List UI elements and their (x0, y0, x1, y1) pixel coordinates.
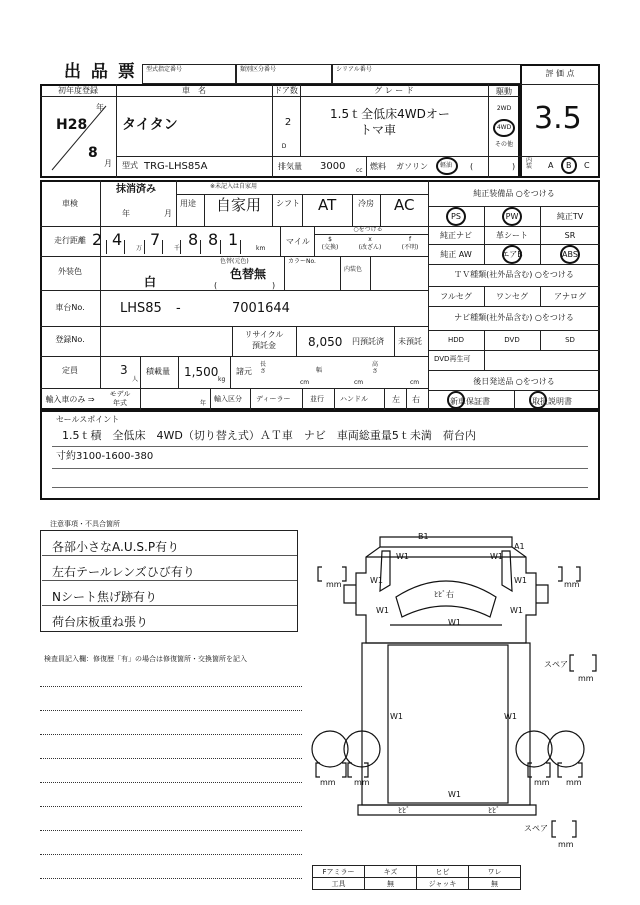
car-name-value: タイタン (122, 117, 178, 133)
notes-title: 注意事項・不具合箇所 (50, 520, 120, 528)
inspector-line (40, 710, 302, 711)
diagram-hibi-right: ﾋﾋﾞ右 (434, 590, 454, 599)
inspector-line (40, 782, 302, 783)
drive-other: その他 (494, 141, 514, 148)
interior-b-circle (561, 157, 577, 174)
equip-airbag: エアB (501, 250, 523, 259)
length-label: 長さ (260, 361, 267, 375)
mileage-digit: 1 (228, 230, 239, 249)
inspection-value: 抹消済み (116, 184, 156, 195)
diagram-mm-8: mm (558, 840, 574, 849)
recycle-label-1: リサイクル (244, 330, 284, 339)
odometer-unknown: (不明) (401, 244, 419, 251)
capacity-unit: 人 (132, 376, 139, 383)
inspector-line (40, 854, 302, 855)
drive-4wd: 4WD (496, 124, 512, 131)
odometer-altered-symbol: x (368, 236, 372, 243)
note-item-2: 左右テールレンズひび有り (52, 565, 195, 579)
diagram-w1-4: W1 (514, 576, 527, 585)
class-number-label: 類別区分番号 (240, 66, 277, 73)
mileage-digit-divider (106, 240, 107, 254)
usage-note: ※未記入は自家用 (210, 183, 258, 190)
inspector-line (40, 878, 302, 879)
drive-2wd: 2WD (496, 105, 512, 112)
interior-label: 内装 (526, 157, 533, 170)
navi-dvd: DVD (504, 336, 520, 344)
model-value: TRG-LHS85A (144, 161, 208, 172)
navi-hdd: HDD (447, 336, 465, 344)
legend-header-cell: Fアミラー (312, 865, 365, 878)
row1-model-line (116, 156, 520, 157)
mileage-digit-divider (144, 240, 145, 254)
odometer-replaced: (交換) (321, 244, 339, 251)
equipment-title: 純正装備品 ○をつける (473, 189, 555, 198)
vehicle-damage-diagram (300, 525, 600, 870)
handle-label: ハンドル (340, 395, 368, 403)
mileage-digit-divider (240, 240, 241, 254)
width-label: 幅 (316, 367, 323, 374)
later-warranty: 新車保証書 (450, 397, 490, 406)
chassis-dash: - (176, 301, 181, 316)
equip-abs: ABS (562, 250, 578, 259)
legend-value-cell: 工具 (312, 877, 365, 890)
inspector-line (40, 830, 302, 831)
fuel-light-oil: 軽油 (440, 162, 453, 169)
model-year-label-1: モデル (109, 390, 131, 398)
capacity-value: 3 (120, 363, 128, 377)
fuel-value: ガソリン (396, 162, 428, 171)
registration-number-label: 登録No. (55, 335, 85, 344)
tv-oneseg: ワンセグ (496, 292, 528, 301)
dimensions-label: 諸元 (236, 367, 252, 376)
chassis-number: 7001644 (232, 301, 290, 316)
recycle-paid: 円預託済 (352, 337, 384, 346)
equip-pw: PW (505, 212, 519, 221)
diagram-w1-1: W1 (396, 552, 409, 561)
fuel-label: 燃料 (370, 162, 386, 171)
mileage-digit-divider (162, 240, 163, 254)
import-label: 輸入車のみ ⇒ (45, 395, 95, 404)
equip-airbag-circle (502, 245, 522, 264)
later-manual-circle (529, 391, 547, 409)
diagram-mm-2: mm (564, 580, 580, 589)
model-year-label-2: 年式 (113, 399, 127, 407)
chassis-prefix: LHS85 (120, 301, 162, 316)
diagram-w1-10: W1 (448, 790, 461, 799)
first-registration-year: H28 (56, 117, 88, 133)
inspection-month: 月 (164, 209, 172, 218)
grade-line-1: 1.5ｔ全低床4WDオー (330, 107, 450, 121)
serial-number-label: シリアル番号 (336, 66, 372, 73)
exterior-value: 白 (143, 275, 157, 289)
load-value: 1,500 (184, 365, 219, 379)
dvd-player: DVD再生可 (434, 355, 471, 363)
diagram-mm-7: mm (578, 674, 594, 683)
inspector-line (40, 758, 302, 759)
sales-point-label: セールスポイント (56, 415, 120, 424)
tv-fullseg: フルセグ (440, 292, 472, 301)
recycle-amount: 8,050 (308, 335, 343, 349)
import-parallel: 並行 (310, 395, 324, 403)
car-name-label: 車 名 (182, 86, 206, 95)
later-shipment-title: 後日発送品 ○をつける (473, 377, 555, 386)
year-kanji: 年 (96, 103, 104, 112)
recycle-unpaid: 未預託 (398, 337, 422, 346)
drive-label: 駆動 (496, 87, 512, 96)
import-type-label: 輸入区分 (214, 395, 242, 403)
odometer-unknown-symbol: f (408, 236, 412, 243)
interior-b: B (566, 161, 572, 170)
diagram-w1-5: W1 (376, 606, 389, 615)
navi-sd: SD (565, 336, 575, 344)
inspector-line (40, 686, 302, 687)
diagram-w1-2: W1 (490, 552, 503, 561)
repaint-paren-open: ( (214, 281, 218, 290)
sales-point-line-1: 1.5ｔ積 全低床 4WD（切り替え式）ＡＴ車 ナビ 車両総重量5ｔ未満 荷台内 (62, 429, 476, 442)
inspection-year: 年 (122, 209, 130, 218)
mileage-digit: 4 (112, 230, 123, 249)
doors-label: ドア数 (274, 86, 298, 95)
interior-color-label: 内装色 (344, 266, 363, 273)
mileage-sen: 千 (174, 245, 181, 252)
diagram-mm-1: mm (326, 580, 342, 589)
diagram-w1-7: W1 (448, 618, 461, 627)
equip-sr: SR (564, 231, 576, 240)
mileage-digit: 8 (188, 230, 199, 249)
legend-value-cell: 無 (364, 877, 417, 890)
interior-a: A (548, 161, 554, 170)
first-registration-month: 8 (88, 145, 98, 161)
diagram-a1: A1 (514, 542, 525, 551)
diagram-w1-6: W1 (510, 606, 523, 615)
model-label: 型式 (122, 161, 138, 170)
repaint-value: 色替無 (230, 267, 267, 281)
displacement-value: 3000 (320, 161, 346, 172)
month-kanji: 月 (104, 159, 112, 168)
form-title: 出 品 票 (64, 62, 137, 82)
usage-value: 自家用 (216, 196, 262, 214)
tv-analog: アナログ (554, 292, 586, 301)
usage-label: 用途 (180, 199, 196, 208)
diagram-spare-1: スペア (544, 660, 568, 669)
doors-value: 2 (284, 117, 292, 128)
diagram-hibi-right-rear: ﾋﾋﾞ (488, 806, 500, 815)
recycle-label-2: 預託金 (252, 341, 276, 350)
sales-point-line-2: 寸約3100-1600-380 (56, 451, 154, 462)
length-unit: cm (300, 379, 310, 386)
equip-pw-circle (502, 207, 522, 226)
capacity-label: 定員 (62, 366, 78, 375)
first-registration-label: 初年度登録 (58, 86, 98, 95)
equip-leather: 革シート (496, 231, 528, 240)
repaint-paren-close: ) (272, 281, 276, 290)
equip-ps: PS (451, 212, 461, 221)
shift-value: AT (318, 196, 337, 214)
legend-header-cell: キズ (364, 865, 417, 878)
ac-value: AC (394, 196, 415, 214)
score-label: 評 価 点 (545, 69, 575, 78)
mile-label: マイル (286, 237, 310, 246)
load-unit: kg (218, 376, 226, 383)
equip-ps-circle (446, 207, 466, 226)
legend-header-cell: ヒビ (416, 865, 469, 878)
equip-tv: 純正TV (556, 212, 584, 221)
navi-type-title: ナビ種類(社外品含む) ○をつける (454, 313, 574, 322)
fuel-paren-open: ( (470, 162, 474, 171)
diagram-mm-6: mm (566, 778, 582, 787)
width-unit: cm (354, 379, 364, 386)
displacement-unit: cc (356, 167, 363, 174)
color-number-label: カラーNo. (288, 258, 316, 265)
doors-unit: D (281, 143, 287, 150)
shift-label: シフト (276, 199, 300, 208)
equip-aw: 純正 AW (440, 250, 472, 259)
import-dealer: ディーラー (256, 395, 291, 403)
tv-type-title: ＴＶ種類(社外品含む) ○をつける (454, 270, 574, 279)
load-label: 積載量 (146, 367, 170, 376)
legend-header-cell: ワレ (468, 865, 521, 878)
mileage-digit: 8 (208, 230, 219, 249)
note-item-3: Nシート焦げ跡有り (52, 590, 157, 604)
inspection-label: 車検 (62, 199, 78, 208)
odometer-replaced-symbol: $ (328, 236, 332, 243)
chassis-label: 車台No. (55, 303, 85, 312)
note-item-4: 荷台床板重ね張り (52, 615, 149, 629)
diagram-b1: B1 (418, 532, 429, 541)
diagram-spare-2: スペア (524, 824, 548, 833)
diagram-mm-3: mm (320, 778, 336, 787)
mileage-digit-divider (220, 240, 221, 254)
mileage-man: 万 (136, 245, 143, 252)
inspector-note-label: 検査員記入欄：修復歴「有」の場合は修復箇所・交換箇所を記入 (44, 655, 247, 663)
diagram-mm-4: mm (354, 778, 370, 787)
type-number-label: 型式指定番号 (146, 66, 183, 73)
mileage-km: km (256, 245, 266, 252)
odometer-altered: (改ざん) (358, 244, 382, 251)
odometer-mark-note: ○をつける (353, 226, 383, 233)
legend-value-cell: ジャッキ (416, 877, 469, 890)
mileage-digit-divider (180, 240, 181, 254)
legend-value-cell: 無 (468, 877, 521, 890)
handle-left: 左 (392, 395, 400, 404)
fuel-light-oil-circle (436, 157, 458, 175)
diagram-w1-9: W1 (504, 712, 517, 721)
diagram-hibi-left: ﾋﾋﾞ (398, 806, 410, 815)
inspector-line (40, 806, 302, 807)
row1-header-line (40, 96, 520, 97)
mileage-digit-divider (200, 240, 201, 254)
diagram-w1-3: W1 (370, 576, 383, 585)
interior-c: C (584, 161, 590, 170)
mileage-digit: 2 (92, 230, 103, 249)
displacement-label: 排気量 (278, 162, 302, 171)
diagram-mm-5: mm (534, 778, 550, 787)
later-warranty-circle (447, 391, 465, 409)
height-label: 高さ (372, 361, 379, 375)
note-item-1: 各部小さなA.U.S.P有り (52, 540, 180, 554)
inspector-line (40, 734, 302, 735)
score-value: 3.5 (534, 101, 582, 136)
fuel-paren-close: ) (512, 162, 516, 171)
grade-line-2: トマ車 (360, 123, 397, 137)
grade-label: グ レ ー ド (374, 86, 414, 95)
equip-navi: 純正ナビ (440, 231, 472, 240)
model-year-unit: 年 (200, 400, 207, 407)
later-manual: 取扱説明書 (532, 397, 572, 406)
handle-right: 右 (412, 395, 420, 404)
exterior-label: 外装色 (58, 267, 82, 276)
mileage-label: 走行距離 (54, 236, 86, 245)
ac-label: 冷房 (358, 199, 374, 208)
repaint-label: 色替(元色) (220, 258, 249, 265)
height-unit: cm (410, 379, 420, 386)
equip-abs-circle (560, 245, 580, 264)
mileage-digit: 7 (150, 230, 161, 249)
diagram-w1-8: W1 (390, 712, 403, 721)
mileage-digit-divider (124, 240, 125, 254)
drive-4wd-circle (493, 119, 515, 137)
